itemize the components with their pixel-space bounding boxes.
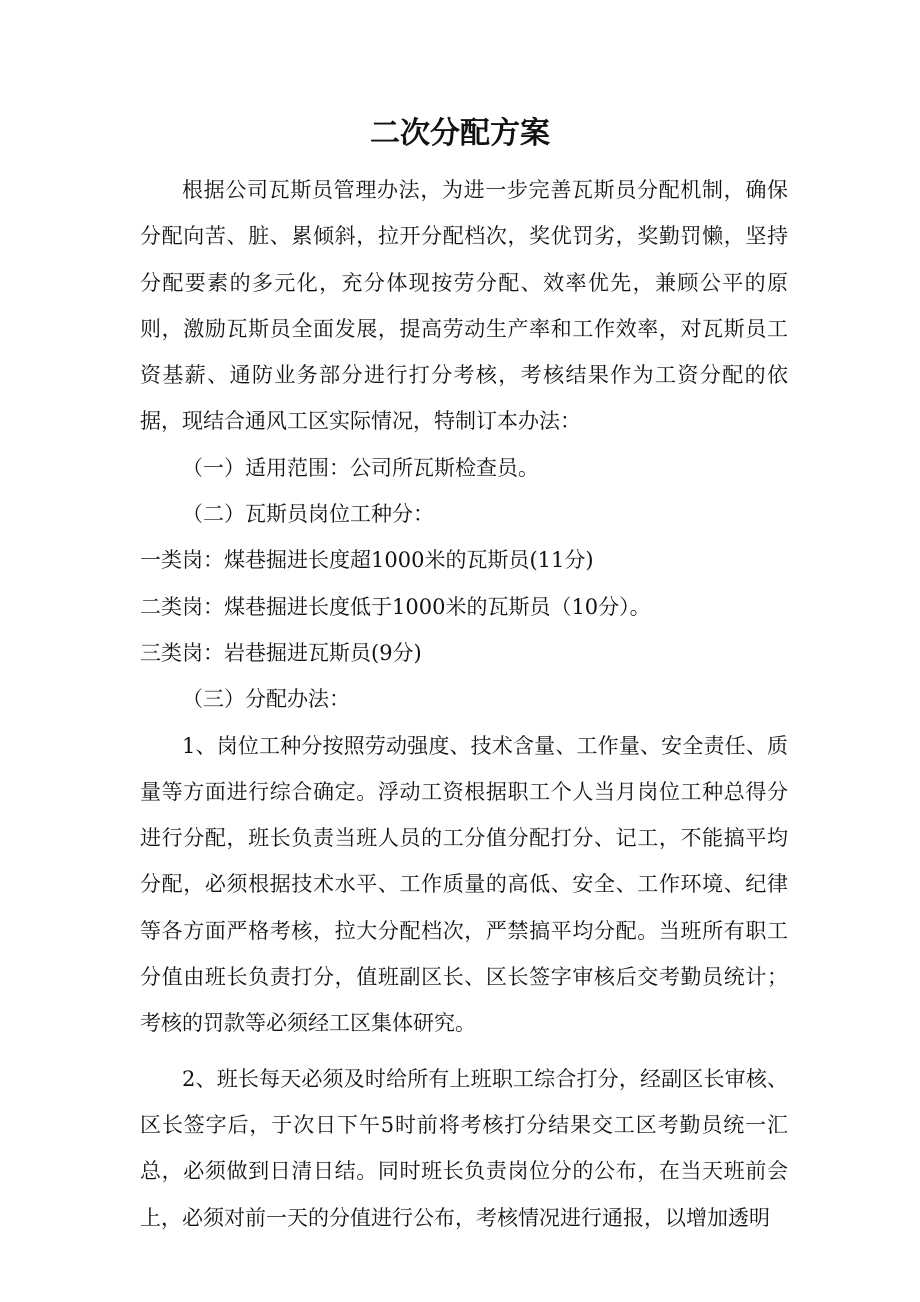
method-heading: （三）分配办法： <box>182 687 350 712</box>
category-three-item: 三类岗：岩巷掘进瓦斯员(9分) <box>140 640 422 665</box>
intro-paragraph: 根据公司瓦斯员管理办法，为进一步完善瓦斯员分配机制，确保分配向苦、脏、累倾斜，拉开分配档次，奖优罚劣，奖勤罚懒，坚持分配要素的多元化，充分体现按劳分配、效率优先，兼顾公平的原则，激励瓦斯员全面发展，提高劳动生产率和工作效率，对瓦斯员工资基薪、通防业务部分进行打分考核，考核结果作为工资分配的依据，现结合通风工区实际情况，特制订本办法： <box>140 178 788 434</box>
document-title: 二次分配方案 <box>370 116 550 151</box>
scope-paragraph: （一）适用范围：公司所瓦斯检查员。 <box>182 455 539 480</box>
post-categories-heading: （二）瓦斯员岗位工种分： <box>182 502 434 527</box>
method-item-2: 2、班长每天必须及时给所有上班职工综合打分，经副区长审核、区长签字后，于次日下午5时前将考核打分结果交工区考勤员统一汇总，必须做到日清日结。同时班长负责岗位分的公布，在当天班前会上，必须对前一天的分值进行公布，考核情况进行通报，以增加透明 <box>140 1066 788 1230</box>
document-body <box>140 167 788 1241</box>
method-item-1: 1、岗位工种分按照劳动强度、技术含量、工作量、安全责任、质量等方面进行综合确定。浮动工资根据职工个人当月岗位工种总得分进行分配，班长负责当班人员的工分值分配打分、记工，不能搞平均分配，必须根据技术水平、工作质量的高低、安全、工作环境、纪律等各方面严格考核，拉大分配档次，严禁搞平均分配。当班所有职工分值由班长负责打分，值班副区长、区长签字审核后交考勤员统计；考核的罚款等必须经工区集体研究。 <box>140 733 788 1036</box>
category-two-item: 二类岗：煤巷掘进长度低于1000米的瓦斯员（10分）。 <box>140 594 651 619</box>
category-one-item: 一类岗：煤巷掘进长度超1000米的瓦斯员(11分) <box>140 548 594 573</box>
